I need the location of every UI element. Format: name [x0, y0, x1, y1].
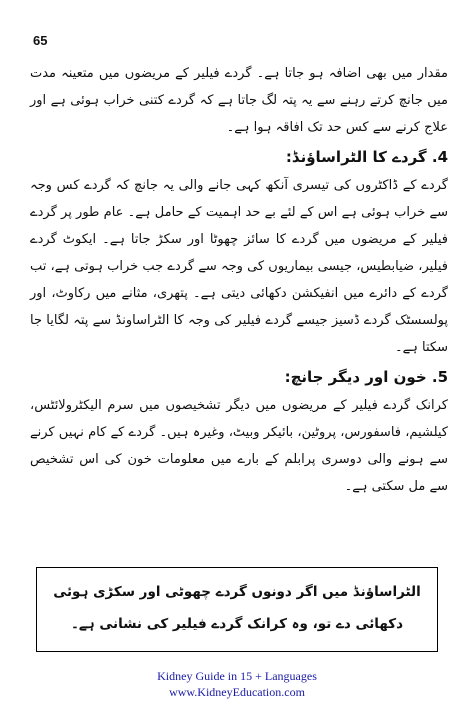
- key-point-callout-box: [36, 567, 438, 652]
- footer-title: Kidney Guide in 15 + Languages: [157, 669, 317, 683]
- footer: [0, 668, 474, 700]
- footer-website-link[interactable]: www.KidneyEducation.com: [169, 685, 305, 699]
- section-heading-ultrasound: 4. گردے کا الٹراساؤنڈ:: [285, 148, 448, 166]
- page-number: 65: [33, 33, 48, 48]
- callout-text: الٹراساؤنڈ میں اگر دونوں گردے چھوٹی اور سکڑی ہوئی دکھائی دے تو، وہ کرانک گردے فیلیر کی نشانی ہے۔: [53, 584, 421, 632]
- section-heading-blood-tests: 5. خون اور دیگر جانچ:: [284, 368, 448, 386]
- blood-tests-paragraph: کرانک گردے فیلیر کے مریضوں میں دیگر تشخیصوں میں سرم الیکٹرولائٹس، کیلشیم، فاسفورس، پروٹین، بائیکر وبیٹ، وغیرہ ہیں۔ گردے کے کام نہیں کرنے سے ہونے والی دوسری پرابلم کے بارے میں معلومات خون کی اس تشخیص سے مل سکتی ہے۔: [30, 398, 448, 494]
- ultrasound-paragraph: گردے کے ڈاکٹروں کی تیسری آنکھ کہی جانے والی یہ جانچ کہ گردے کس وجہ سے خراب ہوئی ہے اس کے لئے بے حد اہمیت کے حامل ہے۔ عام طور پر گردے فیلیر کے مریضوں میں گردے کا سائز چھوٹا اور سکڑ جاتا ہے۔ ایکوٹ گردے فیلیر، ضیابطیس، جیسی بیماریوں کی وجہ سے گردے جب خراب ہوتی ہے، تب گردے کے دائرے میں انفیکشن دکھائی دیتی ہے۔ پتھری، مثانے میں رکاوٹ، اور پولسسٹک گردے ڈسیز جیسے گردے فیلیر کی وجہ کا الٹراساونڈ سے پتہ لگایا جا سکتا ہے۔: [30, 178, 448, 355]
- intro-paragraph: مقدار میں بھی اضافہ ہو جاتا ہے۔ گردے فیلیر کے مریضوں میں متعینہ مدت میں جانچ کرتے رہنے سے یہ پتہ لگ جاتا ہے کہ گردے کتنی خراب ہوئی ہے اور علاج کرنے سے کس حد تک افاقہ ہوا ہے۔: [30, 66, 448, 135]
- page-body: [30, 60, 448, 500]
